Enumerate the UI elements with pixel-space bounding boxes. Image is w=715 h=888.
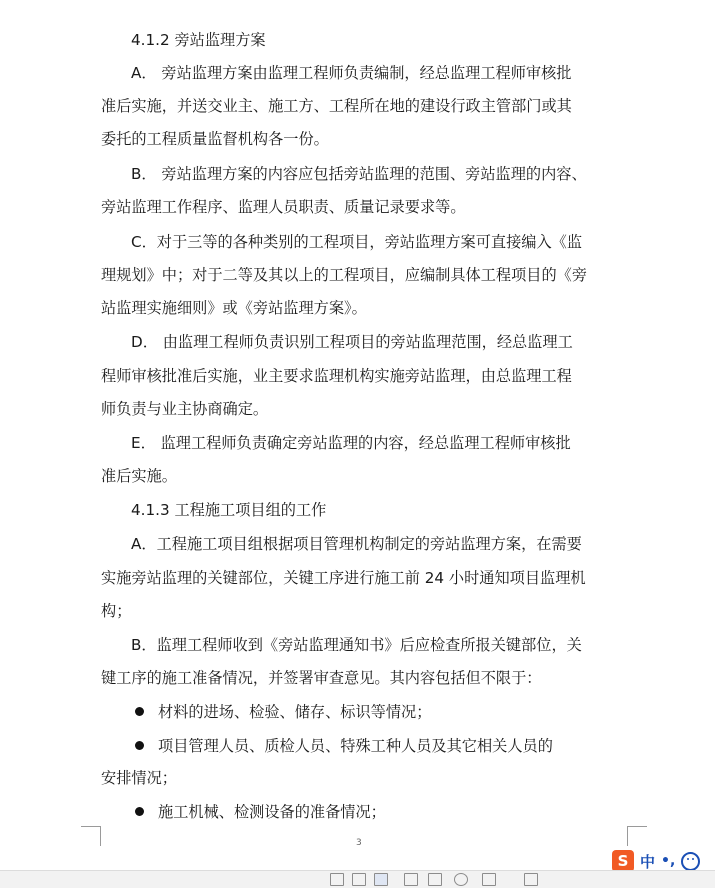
paragraph-line: 师负责与业主协商确定。 [101,400,269,418]
section-heading: 4.1.2 旁站监理方案 [131,31,266,49]
paragraph-line: 键工序的施工准备情况，并签署审查意见。其内容包括但不限于： [101,669,542,687]
crop-mark-left [81,826,101,847]
paragraph-line: 旁站监理工作程序、监理人员职责、质量记录要求等。 [101,198,466,216]
paragraph-line: A． 旁站监理方案由监理工程师负责编制，经总监理工程师审核批 [131,64,572,82]
paragraph-line: 准后实施。 [101,467,177,485]
crop-mark-left-vertical [100,826,101,846]
paragraph-line: C．对于三等的各种类别的工程项目，旁站监理方案可直接编入《监 [131,233,583,251]
crop-mark-right-vertical [627,826,628,846]
sogou-logo-icon[interactable]: S [612,850,634,872]
crop-mark-right [627,826,647,847]
bullet-item: 材料的进场、检验、储存、标识等情况； [158,703,432,721]
bullet-item: 施工机械、检测设备的准备情况； [158,803,386,821]
view-mode-icon[interactable] [374,873,388,886]
paragraph-line: E． 监理工程师负责确定旁站监理的内容，经总监理工程师审核批 [131,434,571,452]
view-mode-icon[interactable] [428,873,442,886]
paragraph-line: B． 旁站监理方案的内容应包括旁站监理的范围、旁站监理的内容、 [131,165,587,183]
paragraph-line: 准后实施，并送交业主、施工方、工程所在地的建设行政主管部门或其 [101,97,572,115]
bullet-item: 项目管理人员、质检人员、特殊工种人员及其它相关人员的 [158,737,553,755]
paragraph-line: 实施旁站监理的关键部位，关键工序进行施工前 24 小时通知项目监理机 [101,569,586,587]
ime-mode-toggle[interactable]: 中 [640,852,656,871]
paragraph-line: A．工程施工项目组根据项目管理机构制定的旁站监理方案，在需要 [131,535,582,553]
paragraph-line: 理规划》中；对于二等及其以上的工程项目，应编制具体工程项目的《旁 [101,266,587,284]
paragraph-line: 委托的工程质量监督机构各一份。 [101,130,329,148]
paragraph-line: 程师审核批准后实施，业主要求监理机构实施旁站监理，由总监理工程 [101,367,572,385]
paragraph-line: B．监理工程师收到《旁站监理通知书》后应检查所报关键部位，关 [131,636,582,654]
paragraph-line: 站监理实施细则》或《旁站监理方案》。 [101,299,367,317]
fullscreen-icon[interactable] [524,873,538,886]
globe-icon[interactable] [454,873,468,886]
bullet-icon [135,707,144,716]
paragraph-line: 构； [101,602,132,620]
page-number: 3 [356,838,362,848]
emoji-icon[interactable] [681,852,700,871]
bullet-icon [135,807,144,816]
view-mode-icon[interactable] [404,873,418,886]
bullet-icon [135,741,144,750]
pen-icon[interactable] [482,873,496,886]
ime-punctuation-toggle[interactable]: •, [661,853,676,869]
section-heading: 4.1.3 工程施工项目组的工作 [131,501,327,519]
view-mode-icon[interactable] [330,873,344,886]
view-mode-icon[interactable] [352,873,366,886]
bullet-item-continuation: 安排情况； [101,769,177,787]
ime-toolbar[interactable] [612,850,712,872]
paragraph-line: D． 由监理工程师负责识别工程项目的旁站监理范围，经总监理工 [131,333,573,351]
